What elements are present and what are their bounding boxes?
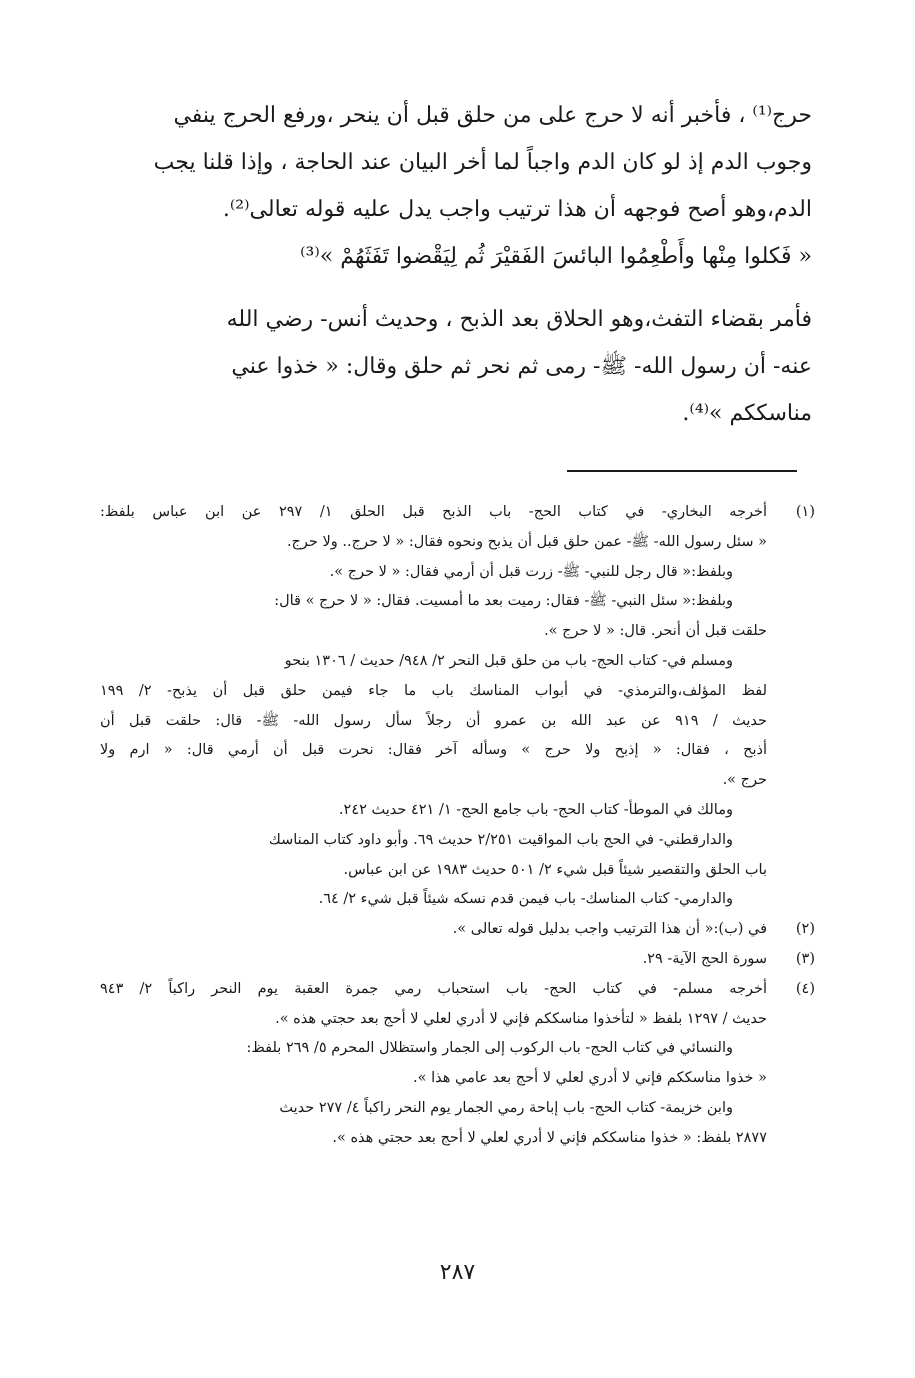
paragraph-1: [100, 92, 812, 233]
footnote-number: (١): [795, 504, 815, 520]
footnotes: [100, 498, 815, 1154]
footnote-line: وبلفظ:« قال رجل للنبي- ﷺ- زرت قبل أن أرمي فقال: « لا حرج ».: [329, 563, 733, 580]
footnote-line: لفظ المؤلف،والترمذي- في أبواب المناسك باب ما جاء فيمن حلق قبل أن يذبح- ٢/ ١٩٩: [100, 682, 767, 699]
text-line: فأمر بقضاء التفث،وهو الحلاق بعد الذبح ، وحديث أنس- رضي الله: [226, 307, 812, 332]
footnote-line: وابن خزيمة- كتاب الحج- باب إباحة رمي الجمار يوم النحر راكباً ٤/ ٢٧٧ حديث: [279, 1099, 733, 1116]
footnote-line: باب الحلق والتقصير شيئاً قبل شيء ٢/ ٥٠١ حديث ١٩٨٣ عن ابن عباس.: [343, 861, 767, 878]
footnote-body: [100, 945, 767, 975]
text-line: الدم،وهو أصح فوجهه أن هذا ترتيب واجب يدل عليه قوله تعالى⁽²⁾.: [222, 197, 812, 222]
footnote-line: والدارمي- كتاب المناسك- باب فيمن قدم نسكه شيئاً قبل شيء ٢/ ٦٤.: [318, 891, 733, 908]
footnote-line: حلقت قبل أن أنحر. قال: « لا حرج ».: [544, 623, 767, 640]
footnote: [100, 915, 815, 945]
text-line: مناسككم »⁽⁴⁾.: [682, 401, 812, 426]
footnote-number: (٢): [795, 921, 815, 938]
main-text: [100, 92, 812, 437]
footnote-line: في (ب):« أن هذا الترتيب واجب بدليل قوله تعالى ».: [452, 921, 767, 938]
text-line: حرج⁽¹⁾ ، فأخبر أنه لا حرج على من حلق قبل أن ينحر ،ورفع الحرج ينفي: [173, 103, 812, 128]
footnote-line: أخرجه مسلم- في كتاب الحج- باب استحباب رمي جمرة العقبة يوم النحر راكباً ٢/ ٩٤٣: [100, 980, 767, 997]
footnote-line: « خذوا مناسككم فإني لا أدري لعلي لا أحج بعد عامي هذا ».: [413, 1070, 767, 1087]
page-number: ٢٨٧: [439, 1260, 476, 1285]
footnote: [100, 498, 815, 915]
footnote: [100, 975, 815, 1154]
footnote-line: أذبح ، فقال: « إذبح ولا حرج » وسأله آخر فقال: نحرت قبل أن أرمي قال: « ارم ولا: [100, 742, 767, 759]
footnote-line: « سئل رسول الله- ﷺ- عمن حلق قبل أن يذبح ونحوه فقال: « لا حرج.. ولا حرج.: [286, 533, 767, 550]
footnote-line: والدارقطني- في الحج باب المواقيت ٢/٢٥١ حديث ٦٩. وأبو داود كتاب المناسك: [268, 831, 733, 848]
footnote-line: ومسلم في- كتاب الحج- باب من حلق قبل النحر ٢/ ٩٤٨/ حديث / ١٣٠٦ بنحو: [284, 652, 733, 669]
footnote-line: أخرجه البخاري- في كتاب الحج- باب الذبح قبل الحلق ١/ ٢٩٧ عن ابن عباس بلفظ:: [100, 504, 767, 520]
footnote: [100, 945, 815, 975]
footnote-number: (٤): [795, 980, 815, 997]
footnote-line: حديث / ٩١٩ عن عبد الله بن عمرو أن رجلاً سأل رسول الله- ﷺ- قال: حلقت قبل أن: [100, 712, 767, 729]
quran-verse: « فَكلوا مِنْها وأَطْعِمُوا البائسَ الفَقيْرَ ثُم لِيَقْضوا تَفَثَهُمْ »⁽³⁾: [300, 244, 812, 269]
footnote-body: [100, 915, 767, 945]
footnote-divider: [567, 470, 797, 472]
paragraph-2: [100, 296, 812, 437]
footnote-line: والنسائي في كتاب الحج- باب الركوب إلى الجمار واستظلال المحرم ٥/ ٢٦٩ بلفظ:: [246, 1040, 733, 1057]
footnote-body: [100, 975, 767, 1154]
footnote-line: ٢٨٧٧ بلفظ: « خذوا مناسككم فإني لا أدري لعلي لا أحج بعد حجتي هذه ».: [332, 1129, 767, 1146]
footnote-body: [100, 498, 767, 915]
footnote-line: حديث / ١٢٩٧ بلفظ « لتأخذوا مناسككم فإني لا أدري لعلي لا أحج بعد حجتي هذه ».: [275, 1010, 767, 1027]
footnote-line: وبلفظ:« سئل النبي- ﷺ- فقال: رميت بعد ما أمسيت. فقال: « لا حرج » قال:: [274, 593, 733, 610]
footnote-line: ومالك في الموطأ- كتاب الحج- باب جامع الحج- ١/ ٤٢١ حديث ٢٤٢.: [338, 801, 733, 818]
footnote-line: حرج ».: [722, 772, 767, 789]
text-line: وجوب الدم إذ لو كان الدم واجباً لما أخر البيان عند الحاجة ، وإذا قلنا يجب: [153, 150, 812, 175]
footnote-line: سورة الحج الآية- ٢٩.: [642, 950, 767, 967]
footnote-number: (٣): [795, 950, 815, 967]
text-line: عنه- أن رسول الله- ﷺ- رمى ثم نحر ثم حلق وقال: « خذوا عني: [231, 354, 812, 379]
